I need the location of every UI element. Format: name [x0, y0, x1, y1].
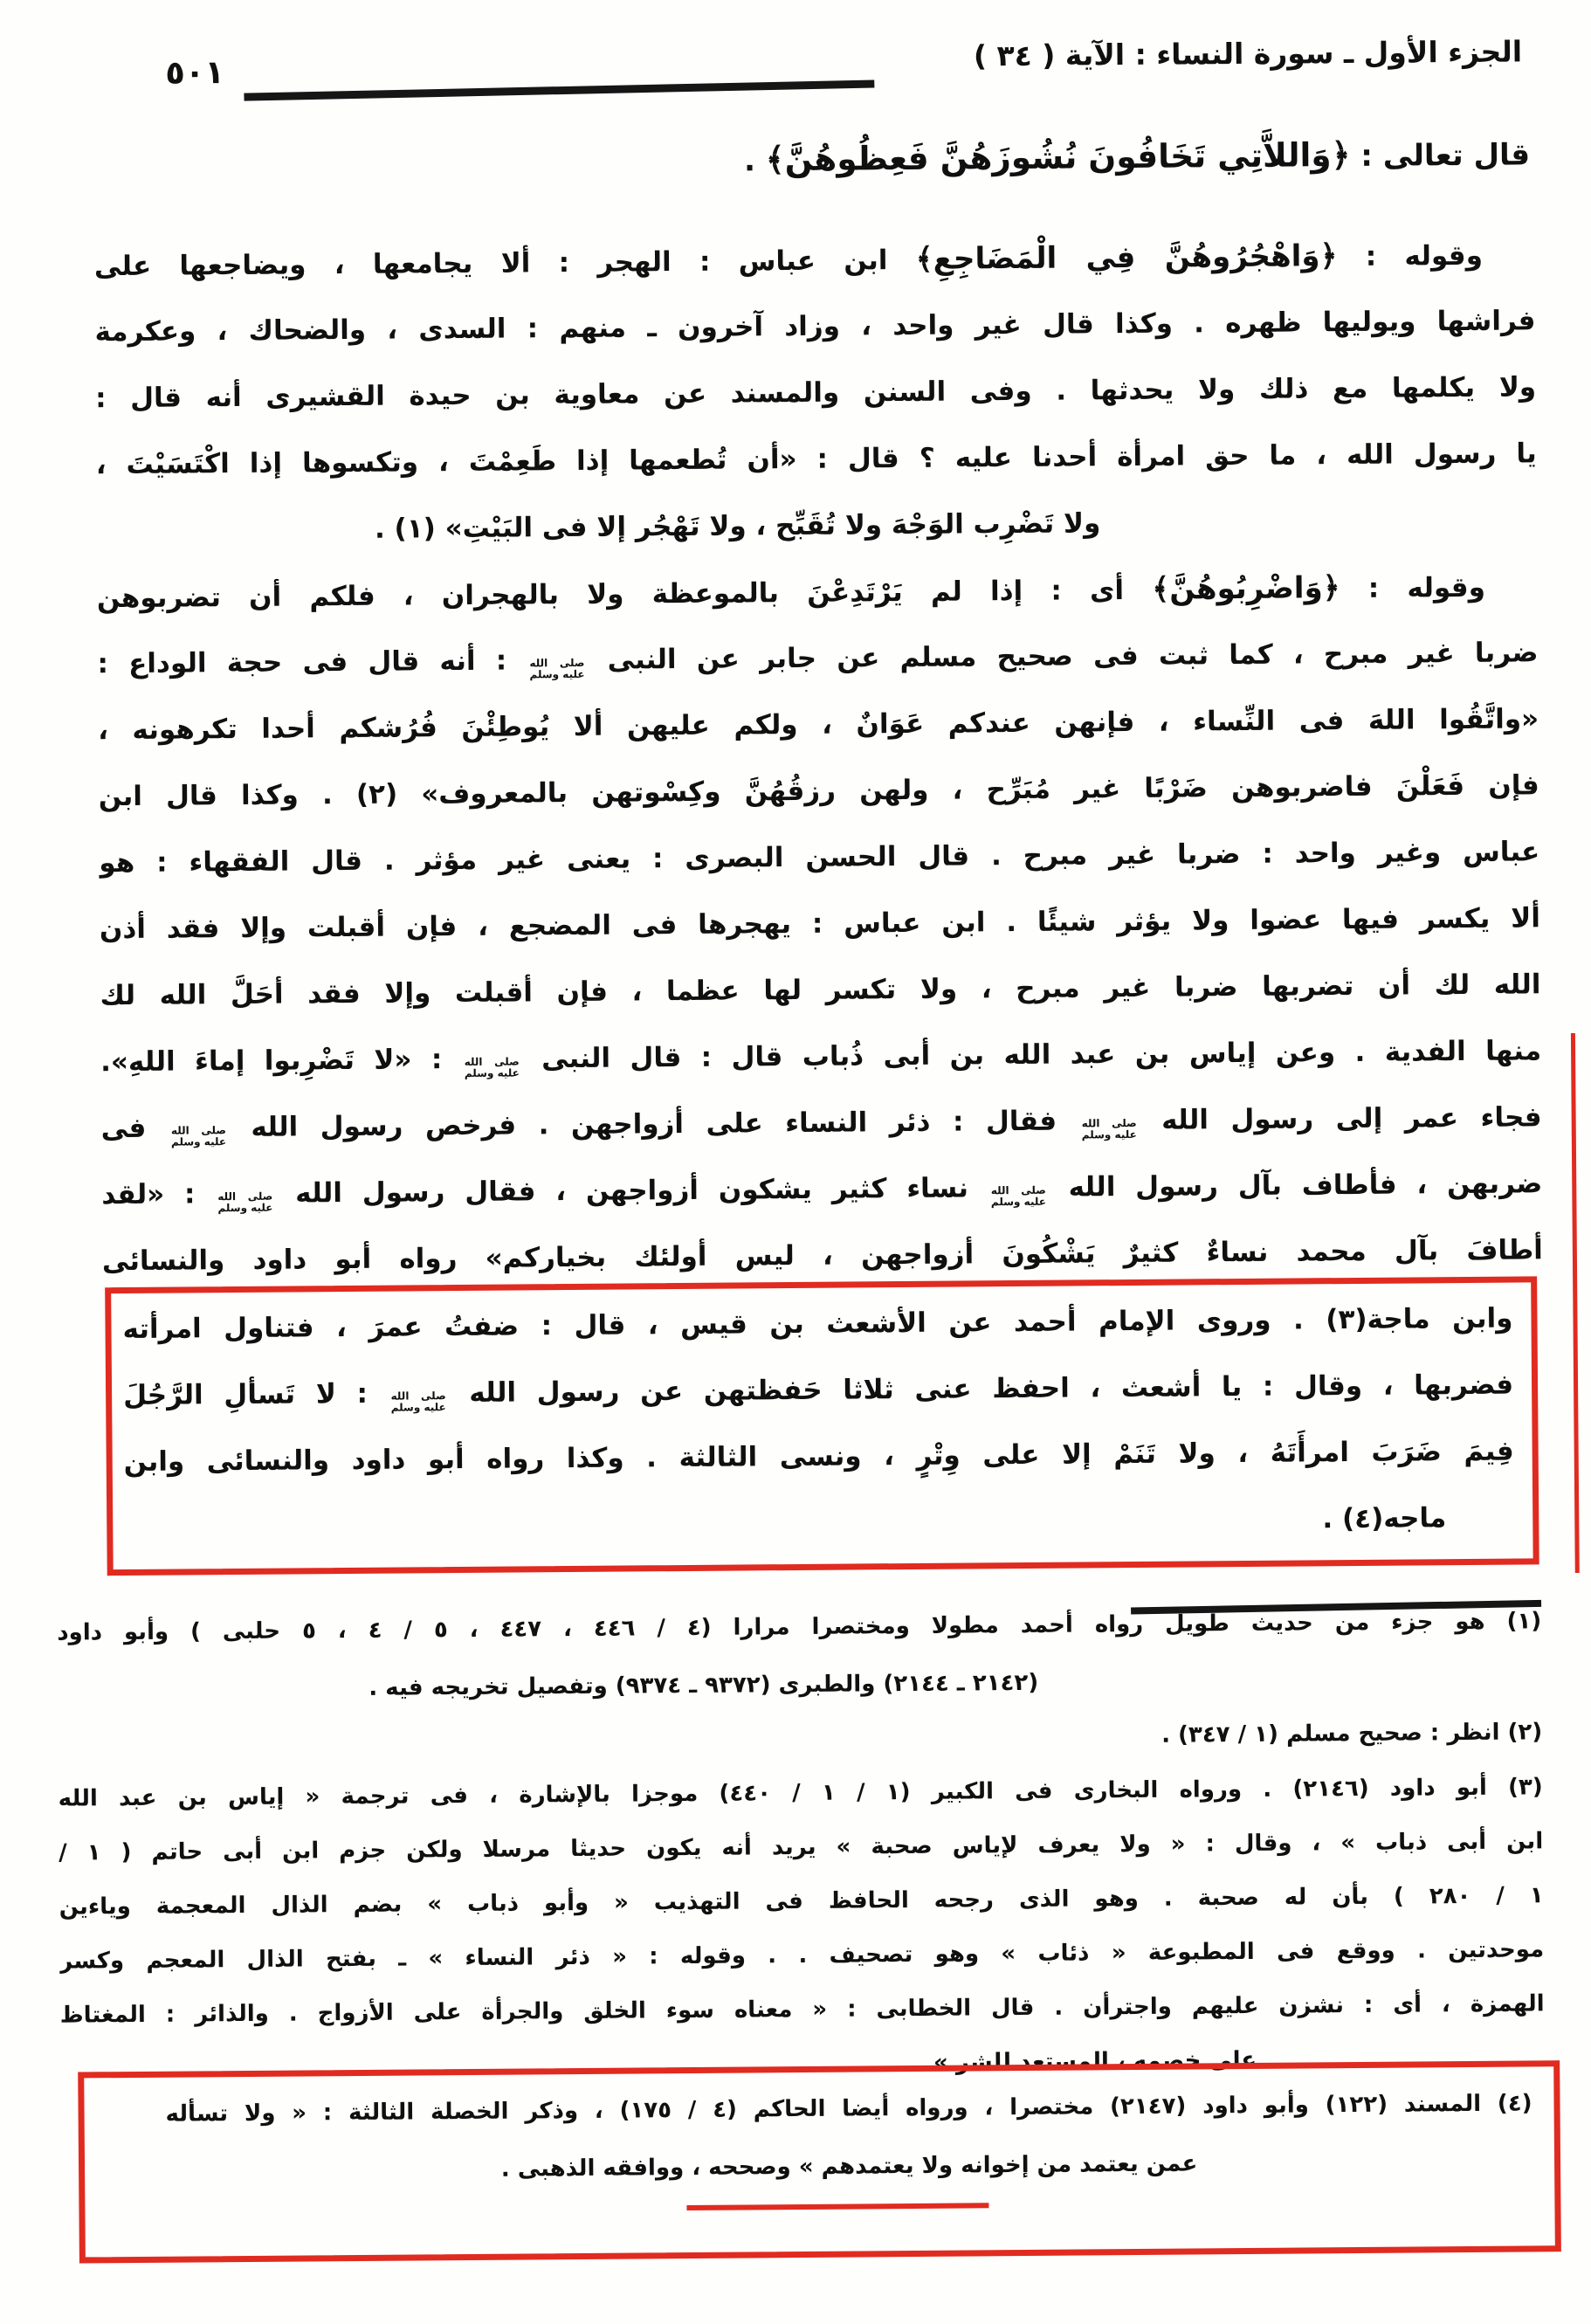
footnote-line: ١ / ٢٨٠ ) بأن له صحبة . وهو الذى رجحه الحافظ فى التهذيب « وأبو ذباب » بضم الذال المعجمة وياءين — [59, 1882, 1544, 1921]
body-line: فجاء عمر إلى رسول الله صلى الله عليه وسلم فقال : ذئر النساء على أزواجهن . فرخص رسول الله صلى الله عليه وسلم فى — [100, 1101, 1542, 1148]
quran-quote: ﴿وَاللاَّتِي تَخَافُونَ نُشُوزَهُنَّ فَعِظُوهُنَّ﴾ — [765, 134, 1351, 179]
pbuh-ligature: صلى الله عليه وسلم — [1081, 1116, 1137, 1141]
pbuh-ligature: صلى الله عليه وسلم — [170, 1123, 227, 1148]
body-line: أطافَ بآل محمد نساءٌ كثيرٌ يَشْكُونَ أزواجهن ، ليس أولئك بخياركم» رواه أبو داود والنسائى — [101, 1234, 1544, 1278]
body-line: فإن فَعَلْنَ فاضربوهن ضَرْبًا غير مُبَرِّح ، ولهن رزقُهُنَّ وكِسْوتهن بالمعروف» (٢) . وكذا قال ابن — [98, 769, 1539, 813]
footnote-line: (٣) أبو داود (٢١٤٦) . ورواه البخارى فى الكبير (١ / ١ / ٤٤٠) موجزا بالإشارة ، فى ترجمة « إياس بن عبد الله — [58, 1774, 1543, 1812]
body-line: ألا يكسر فيها عضوا ولا يؤثر شيئًا . ابن عباس : يهجرها فى المضجع ، فإن أقبلت وإلا فقد أذن — [99, 902, 1541, 946]
tafsir-body — [94, 221, 1543, 1294]
body-line: ضربهن ، فأطاف بآل رسول الله صلى الله عليه وسلم نساء كثير يشكون أزواجهن ، فقال رسول الله صلى الله عليه وسلم : «لقد — [101, 1168, 1543, 1215]
body-line: «واتَّقُوا اللهَ فى النِّساء ، فإنهن عندكم عَوَانٌ ، ولكم عليهن ألا يُوطِئْنَ فُرُشكم أحدا تكرهونه ، — [97, 703, 1539, 747]
footnote-3 — [59, 1760, 1546, 2096]
footnote-line: على خصمه ، المستعد للشر » . — [917, 2046, 1257, 2076]
footnote-line: (٤) المسند (١٢٢) وأبو داود (٢١٤٧) مختصرا ، ورواه أيضا الحاكم (٤ / ١٧٥) ، وذكر الخصلة الثالثة : « ولا تسأله — [165, 2090, 1532, 2127]
pbuh-ligature: صلى الله عليه وسلم — [464, 1055, 520, 1079]
body-line: وقوله : ﴿وَاهْجُرُوهُنَّ فِي الْمَضَاجِعِ﴾ ابن عباس : الهجر : ألا يجامعها ، ويضاجعها على — [93, 238, 1484, 283]
quran-quote: ﴿وَاضْرِبُوهُنَّ﴾ — [1152, 570, 1340, 607]
pbuh-ligature: صلى الله عليه وسلم — [390, 1389, 446, 1414]
body-line: ضربا غير مبرح ، كما ثبت فى صحيح مسلم عن جابر عن النبى صلى الله عليه وسلم : أنه قال فى حجة الوداع : — [97, 637, 1539, 681]
body-line: وابن ماجة(٣) . وروى الإمام أحمد عن الأشعث بن قيس ، قال : ضفتُ عمرَ ، فتناول امرأته — [122, 1302, 1513, 1346]
footnote-4 — [165, 2074, 1532, 2200]
body-line: يا رسول الله ، ما حق امرأة أحدنا عليه ؟ قال : «أن تُطعمها إذا طَعِمْتَ ، وتكسوها إذا اكْتَسَيْتَ ، — [95, 438, 1537, 481]
body-line: منها الفدية . وعن إياس بن عبد الله بن أبى ذُباب قال : قال النبى صلى الله عليه وسلم : «لا تَضْرِبوا إماءَ اللهِ». — [100, 1035, 1542, 1079]
footnote-1 — [57, 1592, 1542, 1719]
footnote-line: (١) هو جزء من حديث طويل رواه أحمد مطولا ومختصرا مرارا (٤ / ٤٤٦ ، ٤٤٧ ، ٥ / ٤ ، ٥ حلبى ) وأبو داود — [57, 1608, 1542, 1646]
pbuh-ligature: صلى الله عليه وسلم — [990, 1183, 1046, 1209]
body-line: الله لك أن تضربها ضربا غير مبرح ، ولا تكسر لها عظما ، فإن أقبلت وإلا فقد أحَلَّ الله لك — [100, 969, 1541, 1012]
quran-verse-line: قال تعالى : ﴿وَاللاَّتِي تَخَافُونَ نُشُوزَهُنَّ فَعِظُوهُنَّ﴾ . — [743, 134, 1531, 179]
body-line: فِيمَ ضَرَبَ امرأَتَهُ ، ولا تَنَمْ إلا على وِتْرٍ ، ونسى الثالثة . وكذا رواه أبو داود والنسائى وابن — [123, 1435, 1514, 1479]
body-line: ولا يكلمها مع ذلك ولا يحدثها . وفى السنن والمسند عن معاوية بن حيدة القشيرى أنه قال : — [95, 371, 1537, 415]
body-line: وقوله : ﴿وَاضْرِبُوهُنَّ﴾ أى : إذا لم يَرْتَدِعْنَ بالموعظة ولا بالهجران ، فلكم أن تضربوهن — [96, 570, 1486, 615]
red-margin-line — [1571, 1033, 1580, 1573]
footnote-line: (٢١٤٢ ـ ٢١٤٤) والطبرى (٩٣٧٢ ـ ٩٣٧٤) وتفصيل تخريجه فيه . — [368, 1669, 1039, 1701]
footnote-line: عمن يعتمد من إخوانه ولا يعتمدهم » وصححه ، ووافقه الذهبى . — [500, 2150, 1198, 2183]
body-line: فضربها ، وقال : يا أشعث ، احفظ عنى ثلاثا حَفظتهن عن رسول الله صلى الله عليه وسلم : لا تَسألِ الرَّجُلَ — [122, 1369, 1514, 1414]
footnote-line: (٢) انظر : صحيح مسلم (١ / ٣٤٧) . — [1161, 1719, 1543, 1748]
pbuh-ligature: صلى الله عليه وسلم — [529, 656, 585, 681]
footnote-line: موحدتين . ووقع فى المطبوعة « ذئاب » وهو تصحيف . . وقوله : « ذئر النساء » ـ بفتح الذال المعجم وكسر — [59, 1936, 1545, 1975]
page-number: ٥٠١ — [165, 53, 225, 92]
chapter-header: الجزء الأول ـ سورة النساء : الآية ( ٣٤ ) — [973, 34, 1523, 73]
body-line: عباس وغير واحد : ضربا غير مبرح . قال الحسن البصرى : يعنى غير مؤثر . قال الفقهاء : هو — [99, 836, 1540, 879]
footnote-line: الهمزة ، أى : نشزن عليهم واجترأن . قال الخطابى : « معناه سوء الخلق والجرأة على الأزواج . والذائر : المغتاظ — [59, 1990, 1545, 2029]
quran-quote: ﴿وَاهْجُرُوهُنَّ فِي الْمَضَاجِعِ﴾ — [915, 238, 1338, 277]
highlighted-passage — [122, 1286, 1514, 1562]
body-line: فراشها ويوليها ظهره . وكذا قال غير واحد ، وزاد آخرون ـ منهم : السدى ، والضحاك ، وعكرمة — [94, 305, 1536, 348]
body-line: ماجه(٤) . — [1322, 1502, 1447, 1535]
pbuh-ligature: صلى الله عليه وسلم — [217, 1190, 273, 1215]
header-rule — [244, 80, 874, 101]
footnote-line: ابن أبى ذباب » ، وقال : « ولا يعرف لإياس صحبة » يريد أنه يكون حديثا مرسلا ولكن جزم ابن أبى حاتم ( ١ / — [59, 1828, 1544, 1866]
body-line: ولا تَضْرِب الوَجْهَ ولا تُقَبِّح ، ولا تَهْجُر إلا فى البَيْتِ» (١) . — [374, 507, 1101, 545]
